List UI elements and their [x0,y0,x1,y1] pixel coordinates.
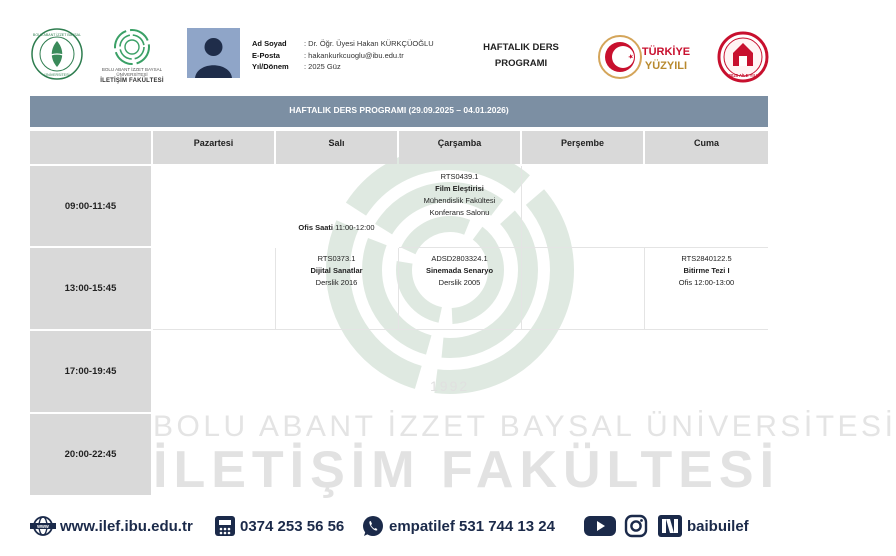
office-hour-entry [276,222,397,234]
footer-contact-bar [0,510,794,542]
page-title-line2: PROGRAMI [494,58,548,69]
course-room-detail: Konferans Salonu [429,208,490,217]
course-entry-screenwriting [399,253,520,289]
term-value: : 2025 Güz [304,62,341,72]
svg-text:ÜNİVERSİTESİ: ÜNİVERSİTESİ [44,73,70,77]
whatsapp-text: empatilef 531 744 13 24 [389,517,555,535]
yuzyili-text: YÜZYILI [644,60,688,72]
name-label: Ad Soyad [252,39,287,48]
watermark-university: BOLU ABANT İZZET BAYSAL ÜNİVERSİTESİ [153,410,896,443]
day-header-wednesday: Çarşamba [399,131,520,164]
corner-cell [30,131,151,164]
course-room: Derslik 2005 [438,278,481,287]
email-label: E-Posta [252,50,280,60]
youtube-link[interactable] [583,510,617,542]
instagram-link[interactable] [624,510,648,542]
svg-text:www: www [37,524,49,530]
schedule-table [30,131,896,495]
faculty-logo-subtitle: BOLU ABANT İZZET BAYSAL ÜNİVERSİTESİ [101,67,163,77]
watermark-year: 1992 [430,378,470,394]
email-value: : hakankurkcuoglu@ibu.edu.tr [304,50,404,60]
course-name: Dijital Sanatlar [310,266,363,275]
office-hour-time: 11:00-12:00 [333,223,375,232]
time-slot-2: 13:00-15:45 [30,248,151,329]
whatsapp-link[interactable] [361,510,555,542]
family-year-text: 2025 AİLE YILI [728,73,758,78]
day-header-friday: Cuma [645,131,768,164]
phone-text: 0374 253 56 56 [240,517,345,535]
course-entry-thesis [645,253,768,289]
svg-text:BOLU ABANT İZZET BAYSAL: BOLU ABANT İZZET BAYSAL [32,33,82,37]
name-value: : Dr. Öğr. Üyesi Hakan KÜRKÇÜOĞLU [304,39,434,48]
website-text: www.ilef.ibu.edu.tr [60,517,193,535]
social-handle-text: baibuilef [687,517,749,535]
office-hour-label: Ofis Saati [298,223,334,232]
course-name: Sinemada Senaryo [425,266,494,275]
course-room: Ofis 12:00-13:00 [678,278,735,287]
phone-icon [214,515,236,537]
course-name: Bitirme Tezi I [683,266,730,275]
schedule-banner: HAFTALIK DERS PROGRAMI (29.09.2025 – 04.01.2026) [30,96,768,127]
website-link[interactable] [30,510,193,542]
course-room: Mühendislik Fakültesi [423,196,496,205]
globe-icon [30,515,56,537]
instagram-icon [624,514,648,538]
youtube-icon [583,514,617,538]
course-name: Film Eleştirisi [435,184,484,193]
course-entry-film-criticism [399,171,520,219]
time-slot-1: 09:00-11:45 [30,166,151,246]
time-slot-4: 20:00-22:45 [30,414,151,495]
nsosyal-link[interactable] [657,510,749,542]
grid-line [399,247,768,248]
time-slot-3: 17:00-19:45 [30,331,151,412]
course-code: RTS0373.1 [317,254,356,263]
term-label: Yıl/Dönem [252,62,289,72]
grid-line [153,329,768,330]
course-code: RTS2840122.5 [681,254,732,263]
phone-link[interactable] [214,510,344,542]
course-entry-digital-arts [276,253,397,289]
watermark-faculty: İLETİŞİM FAKÜLTESİ [153,441,781,499]
whatsapp-icon [361,514,385,538]
page-title-line1: HAFTALIK DERS [483,42,559,53]
nsosyal-icon [657,514,683,538]
turkiye-text: TÜRKİYE [641,46,691,58]
faculty-logo-title: İLETİŞİM FAKÜLTESİ [100,78,164,84]
course-room: Derslik 2016 [315,278,358,287]
day-header-monday: Pazartesi [153,131,274,164]
course-code: ADSD2803324.1 [431,254,488,263]
day-header-thursday: Perşembe [522,131,643,164]
course-code: RTS0439.1 [440,172,479,181]
day-header-tuesday: Salı [276,131,397,164]
